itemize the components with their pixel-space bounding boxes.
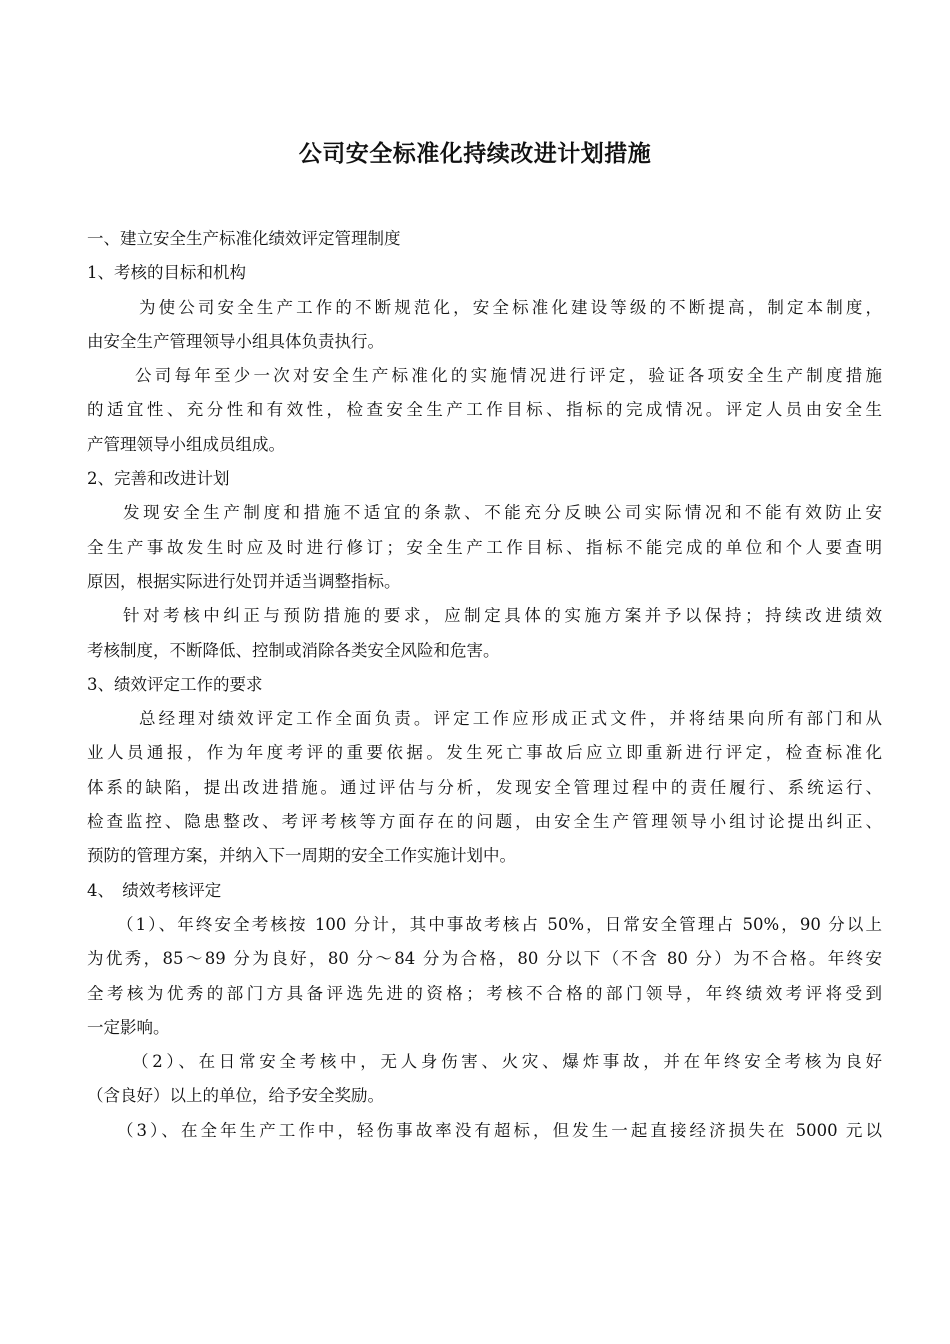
paragraph-line: （含良好）以上的单位，给予安全奖励。 <box>87 1086 384 1106</box>
document-title: 公司安全标准化持续改进计划措施 <box>298 141 652 167</box>
section-heading: 一、建立安全生产标准化绩效评定管理制度 <box>87 229 401 248</box>
paragraph-line: 发现安全生产制度和措施不适宜的条款、不能充分反映公司实际情况和不能有效防止安 <box>123 503 882 523</box>
subsection-heading: 2、完善和改进计划 <box>87 469 230 489</box>
paragraph-line: 体系的缺陷，提出改进措施。通过评估与分析，发现安全管理过程中的责任履行、系统运行、 <box>87 777 882 797</box>
paragraph-line: 的适宜性、充分性和有效性，检查安全生产工作目标、指标的完成情况。评定人员由安全生 <box>87 400 882 420</box>
paragraph-line: 总经理对绩效评定工作全面负责。评定工作应形成正式文件，并将结果向所有部门和从 <box>139 709 882 729</box>
paragraph-line: 考核制度，不断降低、控制或消除各类安全风险和危害。 <box>87 640 500 660</box>
paragraph-line: （2）、在日常安全考核中，无人身伤害、火灾、爆炸事故，并在年终安全考核为良好 <box>132 1052 882 1072</box>
paragraph-line: 全生产事故发生时应及时进行修订；安全生产工作目标、指标不能完成的单位和个人要查明 <box>87 537 882 557</box>
paragraph-line: 公司每年至少一次对安全生产标准化的实施情况进行评定，验证各项安全生产制度措施 <box>135 366 882 386</box>
paragraph-line: 针对考核中纠正与预防措施的要求，应制定具体的实施方案并予以保持；持续改进绩效 <box>123 606 882 626</box>
paragraph-line: 由安全生产管理领导小组具体负责执行。 <box>87 331 384 351</box>
paragraph-line: 预防的管理方案，并纳入下一周期的安全工作实施计划中。 <box>87 846 516 866</box>
paragraph-line: 产管理领导小组成员组成。 <box>87 434 285 454</box>
paragraph-line: 为使公司安全生产工作的不断规范化，安全标准化建设等级的不断提高，制定本制度， <box>139 297 882 317</box>
subsection-heading: 4、 绩效考核评定 <box>87 880 222 900</box>
paragraph-line: 业人员通报，作为年度考评的重要依据。发生死亡事故后应立即重新进行评定，检查标准化 <box>87 743 882 763</box>
paragraph-line: 检查监控、隐患整改、考评考核等方面存在的问题，由安全生产管理领导小组讨论提出纠正、 <box>87 812 882 832</box>
subsection-heading: 1、考核的目标和机构 <box>87 263 246 283</box>
paragraph-line: 一定影响。 <box>87 1017 170 1037</box>
subsection-heading: 3、绩效评定工作的要求 <box>87 674 263 694</box>
paragraph-line: 原因，根据实际进行处罚并适当调整指标。 <box>87 571 401 591</box>
paragraph-line: （1）、年终安全考核按 100 分计，其中事故考核占 50%，日常安全管理占 50%，90 分以上 <box>117 914 882 934</box>
paragraph-line: （3）、在全年生产工作中，轻伤事故率没有超标，但发生一起直接经济损失在 5000 元以 <box>117 1120 882 1140</box>
paragraph-line: 为优秀，85～89 分为良好，80 分～84 分为合格，80 分以下（不含 80 分）为不合格。年终安 <box>87 949 882 969</box>
paragraph-line: 全考核为优秀的部门方具备评选先进的资格；考核不合格的部门领导，年终绩效考评将受到 <box>87 983 882 1003</box>
document-body <box>87 222 882 1148</box>
